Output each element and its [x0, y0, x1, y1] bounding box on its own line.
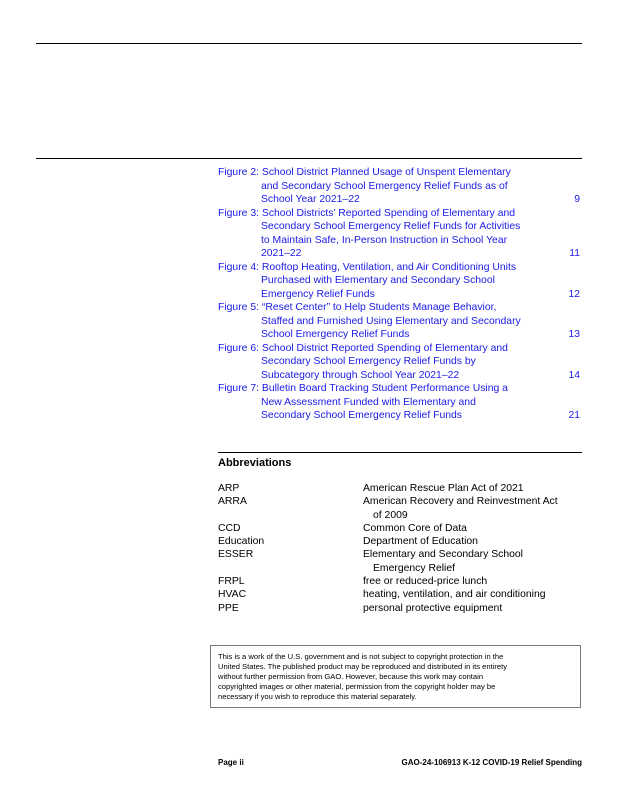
definition-line: heating, ventilation, and air conditioning: [363, 589, 546, 601]
definition-line: American Rescue Plan Act of 2021: [363, 483, 524, 494]
figure-page-number: 9: [574, 194, 580, 205]
abbreviation-term: ESSER: [218, 549, 254, 561]
figure-entry[interactable]: [218, 301, 582, 342]
top-divider: [36, 43, 582, 44]
abbreviation-definition: [363, 602, 582, 615]
figure-page-number: 12: [568, 288, 580, 300]
figure-title-line: School Emergency Relief Funds: [261, 329, 410, 340]
abbreviation-definition: [363, 588, 582, 601]
page-number: Page ii: [218, 758, 244, 767]
abbreviation-term: FRPL: [218, 576, 245, 588]
figure-page-number: 13: [568, 329, 580, 340]
abbreviation-definition: [363, 575, 582, 588]
figure-title-line: School Year 2021–22: [261, 194, 360, 205]
figure-title-line: Secondary School Emergency Relief Funds by: [261, 356, 476, 367]
abbreviation-row: [218, 482, 582, 495]
abbreviation-row: [218, 602, 582, 615]
abbreviation-term: PPE: [218, 602, 239, 614]
abbreviation-definition: [363, 522, 582, 535]
abbreviation-definition: [363, 482, 582, 495]
definition-line: Elementary and Secondary School: [363, 549, 523, 561]
abbreviation-term: ARRA: [218, 496, 247, 508]
abbreviations-heading: Abbreviations: [218, 457, 292, 469]
figure-title-line: Staffed and Furnished Using Elementary and Secondary: [261, 315, 521, 327]
abbreviation-term: Education: [218, 536, 265, 548]
figure-title-line: Figure 6: School District Reported Spending of Elementary and: [218, 342, 508, 354]
definition-line: free or reduced-price lunch: [363, 576, 488, 588]
figure-title-line: to Maintain Safe, In-Person Instruction in School Year: [261, 234, 508, 246]
abbreviation-row: [218, 495, 582, 522]
figure-title-line: New Assessment Funded with Elementary and: [261, 396, 476, 408]
figure-title-line: Figure 5: “Reset Center” to Help Students Manage Behavior,: [218, 302, 497, 313]
figure-title-line: 2021–22: [261, 248, 302, 259]
abbreviation-row: [218, 522, 582, 535]
definition-line: Common Core of Data: [363, 522, 467, 534]
abbreviation-term: HVAC: [218, 589, 247, 601]
abbreviation-term: ARP: [218, 483, 240, 494]
figure-page-number: 21: [568, 410, 580, 421]
abbreviation-row: [218, 548, 582, 575]
definition-line: of 2009: [373, 509, 408, 521]
figure-title-line: Figure 4: Rooftop Heating, Ventilation, and Air Conditioning Units: [218, 261, 517, 273]
copyright-line: copyrighted images or other material, permission from the copyright holder may be: [218, 682, 496, 691]
figure-page-number: 14: [568, 369, 580, 381]
copyright-line: This is a work of the U.S. government and is not subject to copyright protection in the: [218, 652, 504, 661]
abbreviation-term: CCD: [218, 522, 241, 534]
copyright-line: without further permission from GAO. However, because this work may contain: [218, 672, 484, 681]
figure-title-line: Secondary School Emergency Relief Funds: [261, 410, 462, 421]
figure-title-line: Secondary School Emergency Relief Funds for Activities: [261, 221, 521, 232]
figure-entry[interactable]: [218, 261, 582, 302]
copyright-line: necessary if you wish to reproduce this material separately.: [218, 692, 417, 701]
figure-entry[interactable]: [218, 382, 582, 423]
definition-line: Department of Education: [363, 536, 478, 548]
figure-title-line: Subcategory through School Year 2021–22: [261, 369, 460, 381]
figure-list: [218, 166, 582, 423]
definition-line: personal protective equipment: [363, 602, 503, 614]
definition-line: American Recovery and Reinvestment Act: [363, 496, 558, 508]
abbreviation-row: [218, 588, 582, 601]
figure-title-line: Emergency Relief Funds: [261, 288, 375, 300]
figure-title-line: Figure 3: School Districts’ Reported Spending of Elementary and: [218, 207, 516, 219]
copyright-notice: [210, 645, 581, 708]
abbreviation-definition: [363, 548, 582, 575]
abbreviation-row: [218, 575, 582, 588]
definition-line: Emergency Relief: [373, 562, 456, 574]
figure-entry[interactable]: [218, 342, 582, 383]
abbreviations-divider: [218, 452, 582, 453]
figure-entry[interactable]: [218, 207, 582, 261]
report-title: GAO-24-106913 K-12 COVID-19 Relief Spending: [401, 758, 582, 767]
figure-title-line: Figure 7: Bulletin Board Tracking Student Performance Using a: [218, 383, 508, 394]
abbreviation-definition: [363, 495, 582, 522]
abbreviation-row: [218, 535, 582, 548]
figure-title-line: Figure 2: School District Planned Usage of Unspent Elementary: [218, 167, 511, 178]
figure-title-line: and Secondary School Emergency Relief Funds as of: [261, 180, 508, 192]
figure-entry[interactable]: [218, 166, 582, 207]
figure-page-number: 11: [569, 248, 580, 259]
section-divider: [36, 158, 582, 159]
figure-title-line: Purchased with Elementary and Secondary School: [261, 275, 495, 286]
abbreviation-definition: [363, 535, 582, 548]
abbreviations-list: [218, 482, 582, 615]
copyright-line: United States. The published product may be reproduced and distributed in its entirety: [218, 662, 508, 671]
